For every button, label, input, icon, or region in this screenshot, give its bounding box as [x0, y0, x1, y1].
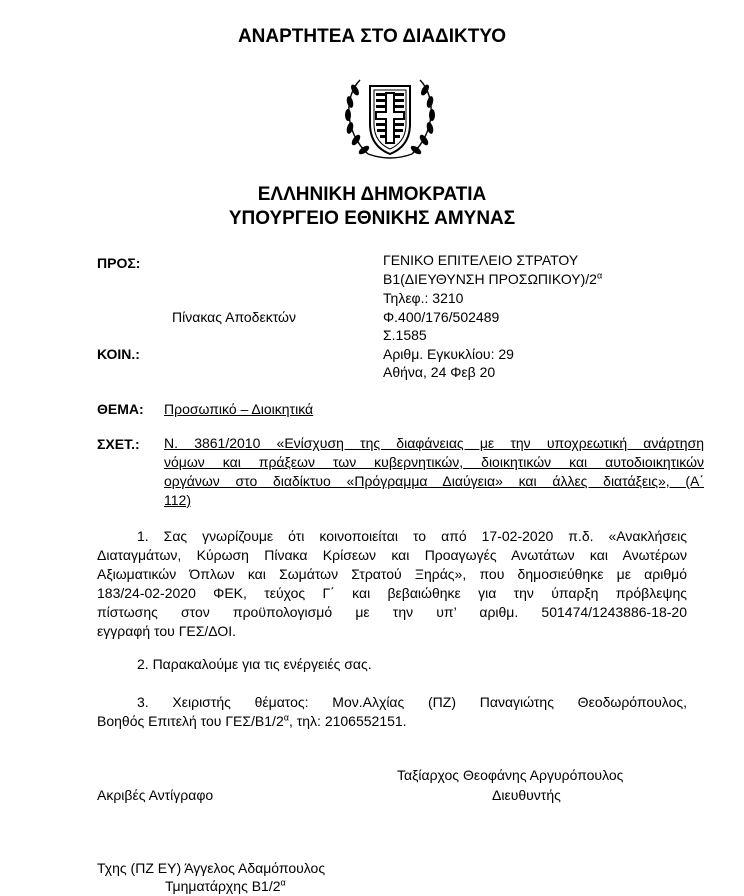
subject-label: ΘΕΜΑ: — [97, 401, 144, 417]
paragraph-line: εγγραφή του ΓΕΣ/ΔΟΙ. — [97, 623, 237, 639]
sender-circular-number: Αριθμ. Εγκυκλίου: 29 — [383, 346, 514, 362]
copier-title: Τμηματάρχης $B1/2^\alpha$ — [165, 877, 286, 894]
signatory-name: Ταξίαρχος Θεοφάνης Αργυρόπουλος — [397, 767, 624, 783]
to-label: ΠΡΟΣ: — [97, 255, 141, 271]
paragraph-line: 183/24-02-2020 ΦΕΚ, τεύχος Γ΄ και βεβαιώθηκε για την ύπαρξη πρόβλεψης — [97, 585, 687, 601]
greek-coat-of-arms-icon — [338, 66, 442, 166]
copier-name: Τχης (ΠΖ ΕΥ) Άγγελος Αδαμόπουλος — [97, 860, 326, 876]
reference-line: οργάνων στο διαδίκτυο «Πρόγραμμα Διαύγεια» και άλλες διατάξεις», (Α΄ — [164, 473, 704, 489]
sender-phone: Τηλεφ.: 3210 — [383, 290, 464, 306]
paragraph-line: Βοηθός Επιτελή του ΓΕΣ/$B1/2^\alpha$, τηλ: 2106552151. — [97, 712, 407, 729]
paragraph-line: Διαταγμάτων, Κύρωση Πίνακα Κρίσεων και Προαγωγές Ανωτάτων και Ανωτέρων — [97, 547, 687, 563]
distribution-list: Πίνακας Αποδεκτών — [172, 309, 296, 325]
reference-line: νόμων και πράξεων των κυβερνητικών, διοικητικών και αυτοδιοικητικών — [164, 454, 704, 470]
reference-line: 112) — [164, 492, 191, 508]
reference-text — [164, 434, 704, 510]
paragraph-line: 1. Σας γνωρίζουμε ότι κοινοποιείται το από 17-02-2020 π.δ. «Ανακλήσεις — [137, 528, 687, 544]
reference-line: Ν. 3861/2010 «Ενίσχυση της διαφάνειας με την υποχρεωτική ανάρτηση — [164, 435, 704, 451]
signatory-title: Διευθυντής — [492, 787, 561, 803]
paragraph-2: 2. Παρακαλούμε για τις ενέργειές σας. — [137, 656, 372, 672]
sender-date: Αθήνα, 24 Φεβ 20 — [383, 364, 496, 380]
sender-sigma: Σ.1585 — [383, 327, 427, 343]
sender-line-1: ΓΕΝΙΚΟ ΕΠΙΤΕΛΕΙΟ ΣΤΡΑΤΟΥ — [383, 252, 579, 268]
cc-label: ΚΟΙΝ.: — [97, 346, 140, 362]
posting-banner: ΑΝΑΡΤΗΤΕΑ ΣΤΟ ΔΙΑΔΙΚΤΥΟ — [237, 26, 507, 47]
subject-value: Προσωπικό – Διοικητικά — [164, 401, 314, 417]
sender-line-2: Β1(ΔΙΕΥΘΥΝΣΗ $\Pi PO\Sigma\Omega\Pi IKO\Upsilon)/2^\alpha$ — [383, 270, 603, 287]
paragraph-line: πίστωσης στον προϋπολογισμό με την υπ’ αριθμ. 501474/1243886-18-20 — [97, 604, 687, 620]
paragraph-line: 3. Χειριστής θέματος: Μον.Αλχίας (ΠΖ) Παναγιώτης Θεοδωρόπουλος, — [137, 694, 687, 710]
header-republic: ΕΛΛΗΝΙΚΗ ΔΗΜΟΚΡΑΤΙΑ — [257, 184, 487, 205]
true-copy-label: Ακριβές Αντίγραφο — [97, 787, 214, 803]
sender-file-number: Φ.400/176/502489 — [383, 309, 500, 325]
paragraph-line: Αξιωματικών Όπλων και Σωμάτων Στρατού Ξηράς», που δημοσιεύθηκε με αριθμό — [97, 566, 687, 582]
paragraph-3 — [97, 693, 687, 731]
paragraph-1 — [97, 527, 687, 641]
header-ministry: ΥΠΟΥΡΓΕΙΟ ΕΘΝΙΚΗΣ ΑΜΥΝΑΣ — [228, 208, 516, 229]
reference-label: ΣΧΕΤ.: — [97, 436, 140, 452]
